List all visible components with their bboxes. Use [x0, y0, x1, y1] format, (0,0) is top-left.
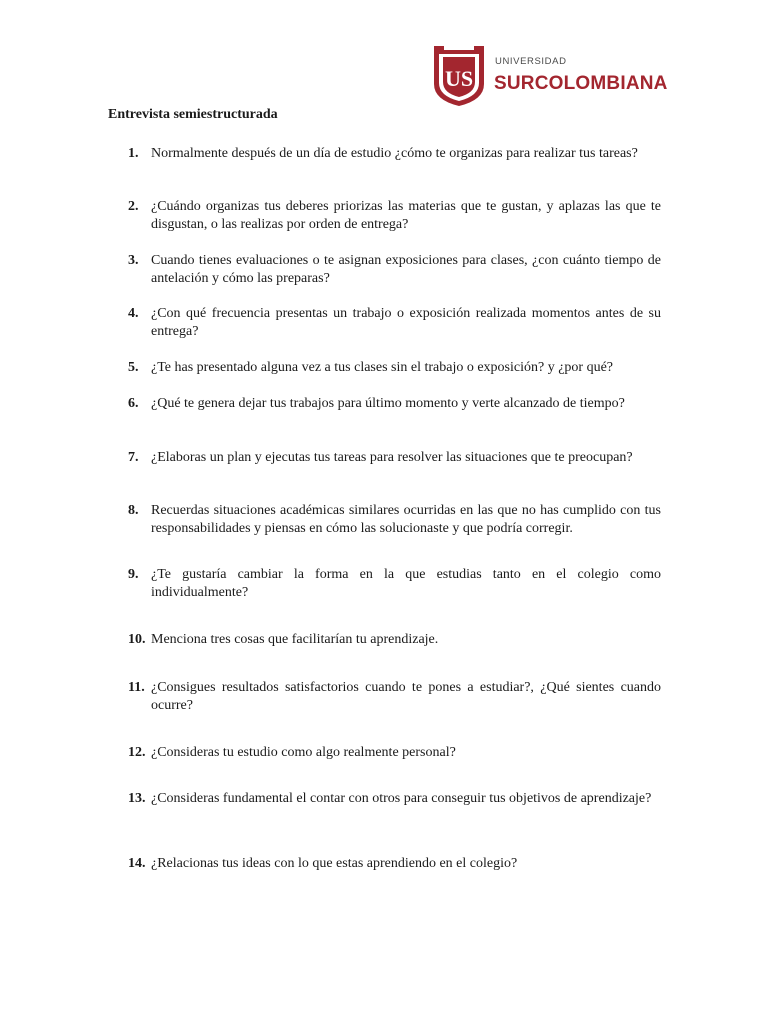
question-number: 1. — [128, 146, 139, 161]
document-title: Entrevista semiestructurada — [108, 107, 278, 122]
logo-text-surcolombiana: SURCOLOMBIANA — [494, 73, 668, 94]
question-item — [128, 679, 661, 715]
question-number: 11. — [128, 680, 145, 695]
question-text: ¿Elaboras un plan y ejecutas tus tareas para resolver las situaciones que te preocupan? — [151, 450, 633, 465]
question-number: 3. — [128, 253, 139, 268]
question-item — [128, 566, 661, 602]
logo-text-universidad: UNIVERSIDAD — [495, 56, 567, 67]
shield-monogram: US — [444, 66, 474, 91]
university-shield-icon — [430, 44, 488, 108]
question-item — [128, 502, 661, 538]
question-text: ¿Con qué frecuencia presentas un trabajo o exposición realizada momentos antes de su entrega? — [151, 306, 661, 339]
question-number: 14. — [128, 856, 146, 871]
question-number: 10. — [128, 632, 146, 647]
question-number: 12. — [128, 745, 146, 760]
question-text: Menciona tres cosas que facilitarían tu aprendizaje. — [151, 632, 439, 647]
question-text: ¿Qué te genera dejar tus trabajos para último momento y verte alcanzado de tiempo? — [151, 396, 625, 411]
question-text: ¿Te has presentado alguna vez a tus clases sin el trabajo o exposición? y ¿por qué? — [151, 360, 614, 375]
question-number: 8. — [128, 503, 139, 518]
question-text: ¿Consigues resultados satisfactorios cuando te pones a estudiar?, ¿Qué sientes cuando ocurre? — [151, 680, 661, 713]
question-item — [128, 631, 661, 649]
question-text: ¿Relacionas tus ideas con lo que estas aprendiendo en el colegio? — [151, 856, 518, 871]
question-item — [128, 395, 661, 413]
question-number: 4. — [128, 306, 139, 321]
question-text: Cuando tienes evaluaciones o te asignan exposiciones para clases, ¿con cuánto tiempo de antelación y cómo las preparas? — [151, 253, 661, 286]
question-number: 13. — [128, 791, 146, 806]
question-number: 6. — [128, 396, 139, 411]
question-number: 9. — [128, 567, 139, 582]
question-text: ¿Te gustaría cambiar la forma en la que estudias tanto en el colegio como individualmente? — [151, 567, 661, 600]
question-item — [128, 252, 661, 288]
question-number: 7. — [128, 450, 139, 465]
question-number: 2. — [128, 199, 139, 214]
question-item — [128, 198, 661, 234]
question-number: 5. — [128, 360, 139, 375]
question-item — [128, 449, 661, 467]
university-logo — [430, 44, 670, 110]
question-item — [128, 145, 661, 163]
question-text: ¿Cuándo organizas tus deberes priorizas las materias que te gustan, y aplazas las que te disgustan, o las realizas por orden de entrega? — [151, 199, 661, 232]
question-item — [128, 855, 661, 873]
question-text: Normalmente después de un día de estudio ¿cómo te organizas para realizar tus tareas? — [151, 146, 638, 161]
question-item — [128, 305, 661, 341]
question-item — [128, 790, 661, 808]
question-text: ¿Consideras fundamental el contar con otros para conseguir tus objetivos de aprendizaje? — [151, 791, 652, 806]
question-item — [128, 744, 661, 762]
question-text: Recuerdas situaciones académicas similares ocurridas en las que no has cumplido con tus responsabilidades y piensas en cómo las solucionaste y que podría corregir. — [151, 503, 661, 536]
question-text: ¿Consideras tu estudio como algo realmente personal? — [151, 745, 456, 760]
question-item — [128, 359, 661, 377]
